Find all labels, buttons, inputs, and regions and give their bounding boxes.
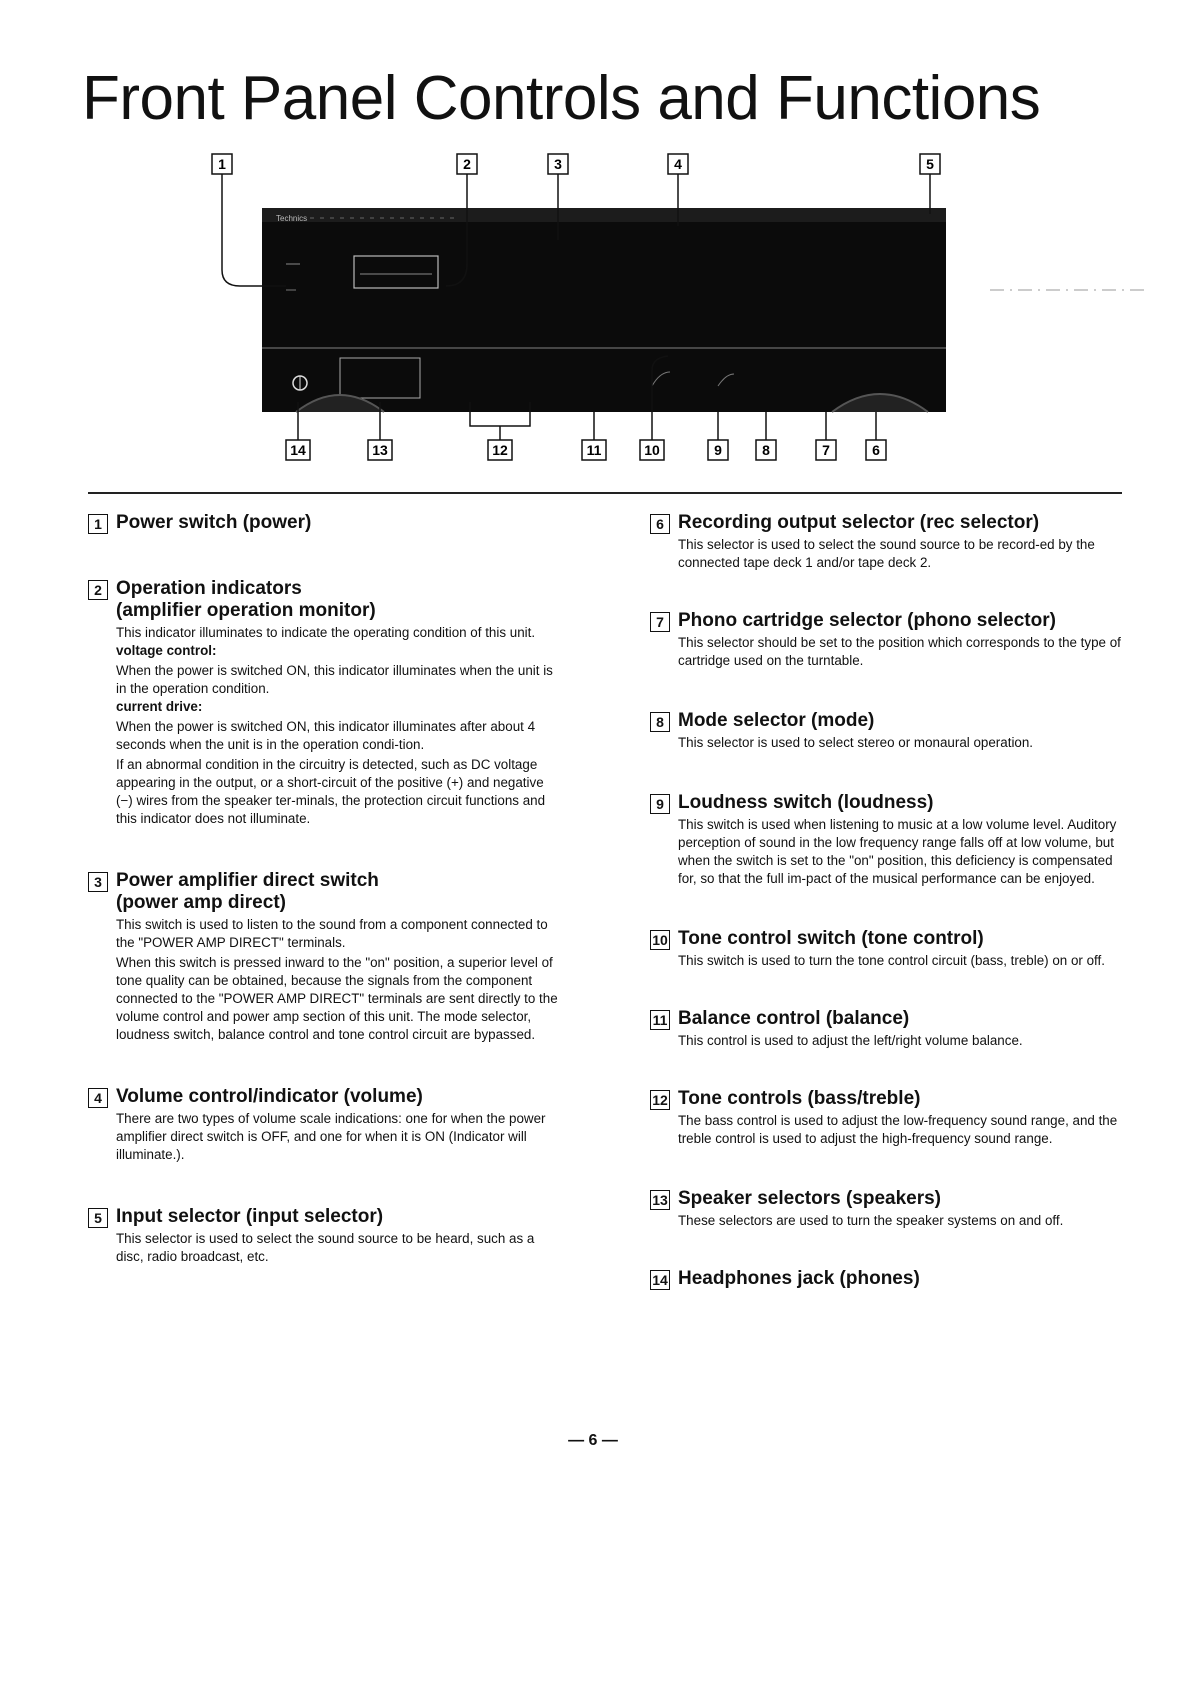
callout-label: 8 <box>762 442 770 458</box>
item-description: This selector should be set to the position which corresponds to the type of cartridge used on the turntable. <box>678 635 1121 668</box>
item-description: These selectors are used to turn the speaker systems on and off. <box>678 1213 1064 1228</box>
item-title: Volume control/indicator (volume) <box>116 1086 423 1107</box>
item-title: Tone controls (bass/treble) <box>678 1088 921 1109</box>
control-item-11 <box>650 1008 1124 1050</box>
callout-label: 4 <box>674 156 682 172</box>
control-item-13 <box>650 1188 1124 1230</box>
item-description: When the power is switched ON, this indicator illuminates when the unit is in the operation condition. <box>116 663 553 696</box>
item-description: This switch is used to turn the tone control circuit (bass, treble) on or off. <box>678 953 1105 968</box>
item-number-box: 10 <box>650 930 670 950</box>
callout-label: 14 <box>290 442 306 458</box>
item-title: Power switch (power) <box>116 512 312 533</box>
callout-label: 13 <box>372 442 388 458</box>
item-number-box: 14 <box>650 1270 670 1290</box>
item-description: This selector is used to select stereo or monaural operation. <box>678 735 1034 750</box>
item-keyword: voltage control: <box>116 643 217 658</box>
control-item-3 <box>88 870 562 1044</box>
amplifier-top-strip <box>262 208 946 222</box>
item-title: Phono cartridge selector (phono selector) <box>678 610 1056 631</box>
callout-label: 3 <box>554 156 562 172</box>
control-item-6 <box>650 512 1124 572</box>
callout-label: 12 <box>492 442 508 458</box>
section-divider <box>88 492 1122 494</box>
item-number-box: 7 <box>650 612 670 632</box>
callout-label: 10 <box>644 442 660 458</box>
item-description: This switch is used to listen to the sound from a component connected to the "POWER AMP DIRECT" terminals. <box>116 917 548 950</box>
control-item-4 <box>88 1086 562 1164</box>
item-title: Balance control (balance) <box>678 1008 910 1029</box>
control-item-1 <box>88 512 562 534</box>
left-column <box>88 512 562 1266</box>
item-subtitle: (amplifier operation monitor) <box>116 600 376 621</box>
item-description: This selector is used to select the sound source to be heard, such as a disc, radio broadcast, etc. <box>116 1231 535 1264</box>
item-description: When the power is switched ON, this indicator illuminates after about 4 seconds when the unit is in the operation condi-tion. <box>116 719 536 752</box>
item-number-box: 13 <box>650 1190 670 1210</box>
item-title: Tone control switch (tone control) <box>678 928 984 949</box>
item-number-box: 4 <box>88 1088 108 1108</box>
control-item-8 <box>650 710 1124 752</box>
control-item-7 <box>650 610 1124 670</box>
item-number-box: 3 <box>88 872 108 892</box>
item-description: There are two types of volume scale indications: one for when the power amplifier direct switch is OFF, and one for when it is ON (Indicator will illuminate.). <box>116 1111 546 1162</box>
amplifier-body <box>262 208 946 412</box>
item-description: This control is used to adjust the left/right volume balance. <box>678 1033 1023 1048</box>
item-title: Mode selector (mode) <box>678 710 875 731</box>
page-title: Front Panel Controls and Functions <box>82 64 1041 133</box>
callout-label: 5 <box>926 156 934 172</box>
callout-label: 9 <box>714 442 722 458</box>
item-number-box: 6 <box>650 514 670 534</box>
item-description: If an abnormal condition in the circuitry is detected, such as DC voltage appearing in the output, or a short-circuit of the positive (+) and negative (−) wires from the speaker ter-minals, the protection circuit functions and this indicator does not illuminate. <box>116 757 546 826</box>
page-number: — 6 — <box>568 1432 618 1449</box>
callout-label: 11 <box>586 442 602 458</box>
callout-label: 1 <box>218 156 226 172</box>
item-description: This selector is used to select the sound source to be record-ed by the connected tape deck 1 and/or tape deck 2. <box>678 537 1095 570</box>
right-column <box>650 512 1124 1290</box>
control-item-2 <box>88 578 562 828</box>
control-item-5 <box>88 1206 562 1266</box>
item-title: Input selector (input selector) <box>116 1206 384 1227</box>
item-description: When this switch is pressed inward to the "on" position, a superior level of tone quality can be obtained, because the signals from the component connected to the "POWER AMP DIRECT" terminals are sent directly to the volume control and power amp section of this unit. The mode selector, loudness switch, balance control and tone control circuit are bypassed. <box>116 955 558 1042</box>
brand-logo: Technics <box>276 214 308 223</box>
item-number-box: 1 <box>88 514 108 534</box>
item-title: Headphones jack (phones) <box>678 1268 920 1289</box>
item-number-box: 5 <box>88 1208 108 1228</box>
item-number-box: 9 <box>650 794 670 814</box>
callout-label: 7 <box>822 442 830 458</box>
control-item-12 <box>650 1088 1124 1148</box>
control-item-10 <box>650 928 1124 970</box>
callout-label: 2 <box>463 156 471 172</box>
control-item-14 <box>650 1268 1124 1290</box>
item-number-box: 8 <box>650 712 670 732</box>
item-description: This indicator illuminates to indicate the operating condition of this unit. <box>116 625 536 640</box>
item-number-box: 12 <box>650 1090 670 1110</box>
item-subtitle: (power amp direct) <box>116 892 286 913</box>
item-title: Recording output selector (rec selector) <box>678 512 1040 533</box>
item-number-box: 2 <box>88 580 108 600</box>
item-title: Loudness switch (loudness) <box>678 792 934 813</box>
callout-label: 6 <box>872 442 880 458</box>
item-title: Speaker selectors (speakers) <box>678 1188 941 1209</box>
item-description: The bass control is used to adjust the low-frequency sound range, and the treble control is used to adjust the high-frequency sound range. <box>678 1113 1118 1146</box>
item-title: Power amplifier direct switch <box>116 870 379 891</box>
item-number-box: 11 <box>650 1010 670 1030</box>
item-title: Operation indicators <box>116 578 302 599</box>
item-keyword: current drive: <box>116 699 203 714</box>
item-description: This switch is used when listening to music at a low volume level. Auditory perception of sound in the low frequency range falls off at low volume, but when the switch is set to the "on" position, this deficiency is compensated for, so that the full im-pact of the musical performance can be enjoyed. <box>678 817 1117 886</box>
control-item-9 <box>650 792 1124 888</box>
front-panel-diagram <box>0 140 1186 475</box>
